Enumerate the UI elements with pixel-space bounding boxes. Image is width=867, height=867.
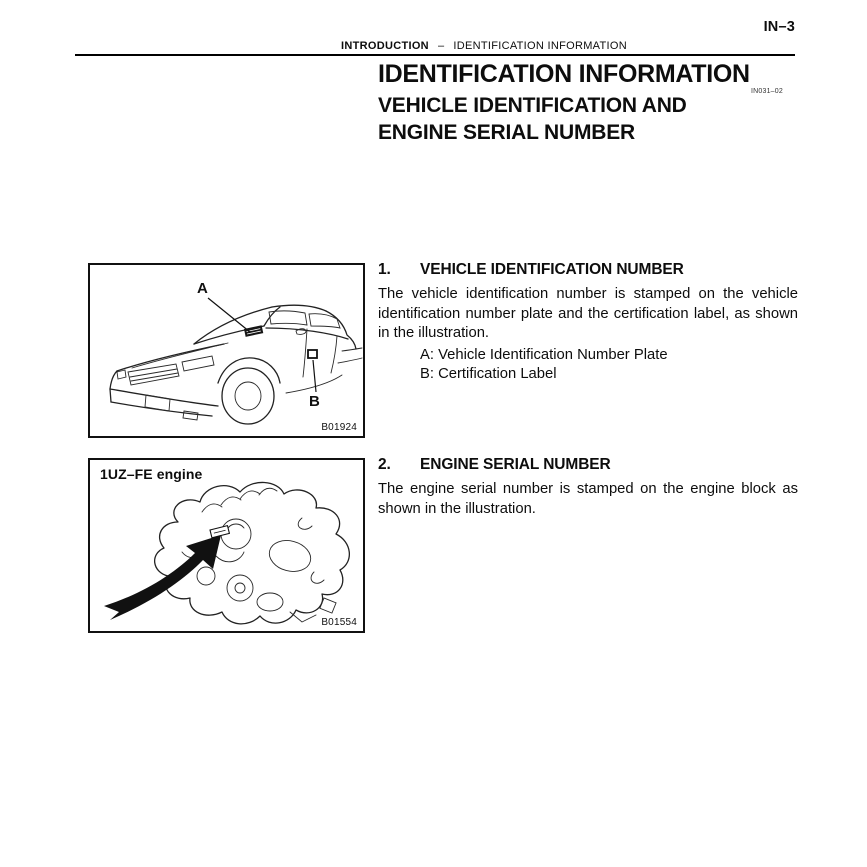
- figure-code: B01924: [321, 422, 357, 433]
- callout-list: [420, 346, 798, 385]
- running-header-separator: –: [437, 40, 445, 52]
- section-engine-serial-number: [378, 455, 798, 519]
- callout-b-label: B: [309, 393, 320, 410]
- page-subtitle-line-2: ENGINE SERIAL NUMBER: [378, 121, 635, 144]
- section-heading-text: ENGINE SERIAL NUMBER: [420, 456, 611, 473]
- figure-engine-box: [88, 458, 365, 633]
- figure-code: B01554: [321, 617, 357, 628]
- running-header: [341, 40, 627, 52]
- page-subtitle: [378, 92, 687, 146]
- section-number: 2.: [378, 456, 391, 473]
- section-body: The engine serial number is stamped on the engine block as shown in the illustration.: [378, 481, 798, 517]
- callout-a-leader: [208, 298, 250, 332]
- running-header-section: INTRODUCTION: [341, 40, 429, 52]
- callout-item-b: B: Certification Label: [420, 366, 557, 382]
- section-heading: [378, 260, 798, 280]
- certification-label-mark: [308, 350, 317, 358]
- callout-a-label: A: [197, 280, 208, 297]
- car-illustration: [90, 265, 363, 436]
- running-header-subsection: IDENTIFICATION INFORMATION: [453, 40, 627, 52]
- header-rule: [75, 54, 795, 56]
- page-subtitle-line-1: VEHICLE IDENTIFICATION AND: [378, 94, 687, 117]
- pointer-arrow-icon: [104, 535, 221, 620]
- section-number: 1.: [378, 261, 391, 278]
- vin-plate-mark: [244, 325, 263, 337]
- section-heading-text: VEHICLE IDENTIFICATION NUMBER: [420, 261, 684, 278]
- page-number: IN–3: [763, 19, 795, 35]
- section-heading: [378, 455, 798, 475]
- engine-illustration: [90, 460, 363, 631]
- callout-item-a: A: Vehicle Identification Number Plate: [420, 346, 668, 363]
- figure-vehicle-box: [88, 263, 365, 438]
- section-body: The vehicle identification number is stamped on the vehicle identification number plate and the certification label, as shown in the illustration.: [378, 286, 798, 341]
- page-title: IDENTIFICATION INFORMATION: [378, 60, 750, 88]
- section-vehicle-identification-number: [378, 260, 798, 385]
- article-code: IN031–02: [751, 88, 783, 95]
- engine-caption: 1UZ–FE engine: [100, 466, 203, 482]
